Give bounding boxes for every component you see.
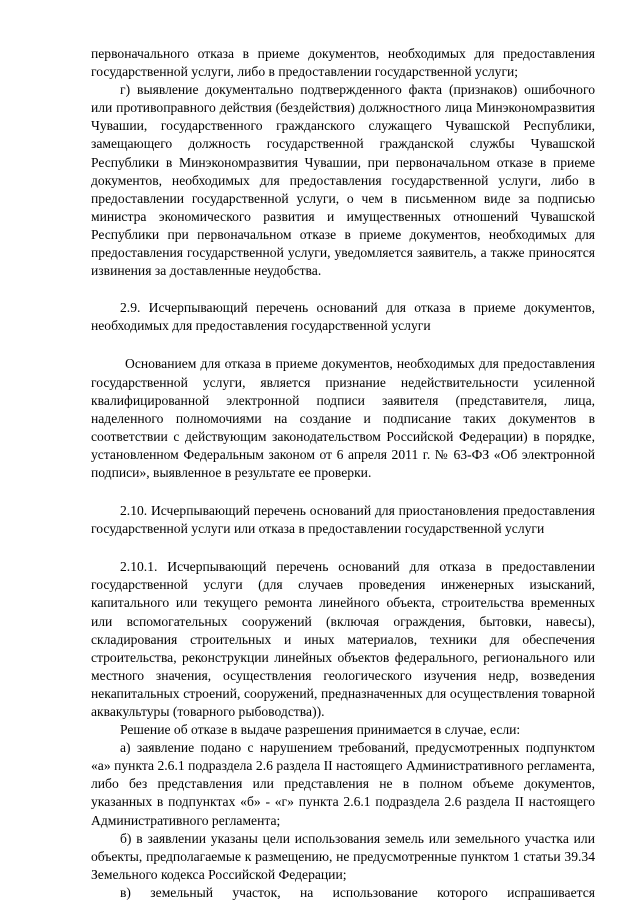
paragraph-refusal-continuation: первоначального отказа в приеме документов, необходимых для предоставления государственной услуги, либо в предоставлении государственной услуги;	[91, 46, 595, 80]
paragraph-item-g: г) выявление документально подтвержденного факта (признаков) ошибочного или противоправного действия (бездействия) должностного лица Минэкономразвития Чувашии, государственного гражданского служащего Чувашской Республики, замещающего должность государственной гражданской службы Чувашской Республики в Минэкономразвития Чувашии, при первоначальном отказе в приеме документов, необходимых для предоставления государственной услуги, либо в предоставлении государственной услуги, о чем в письменном виде за подписью министра экономического развития и имущественных отношений Чувашской Республики при первоначальном отказе в приеме документов, необходимых для предоставления государственной услуги, уведомляется заявитель, а также приносятся извинения за доставленные неудобства.	[91, 82, 595, 279]
section-heading-2-10: 2.10. Исчерпывающий перечень оснований для приостановления предоставления государственной услуги или отказа в предоставлении государственной услуги	[91, 503, 595, 537]
document-body	[91, 45, 595, 902]
paragraph-decision: Решение об отказе в выдаче разрешения принимается в случае, если:	[120, 722, 521, 738]
section-heading-2-9: 2.9. Исчерпывающий перечень оснований для отказа в приеме документов, необходимых для предоставления государственной услуги	[91, 300, 595, 334]
paragraph-item-v: в) земельный участок, на использование которого испрашивается	[120, 884, 595, 900]
paragraph-item-a: а) заявление подано с нарушением требований, предусмотренных подпунктом «а» пункта 2.6.1 подраздела 2.6 раздела II настоящего Административного регламента, либо без представления или представления не в полном объеме документов, указанных в подпунктах «б» - «г» пункта 2.6.1 подраздела 2.6 раздела II настоящего Административного регламента;	[91, 740, 595, 828]
paragraph-2-10-1: 2.10.1. Исчерпывающий перечень оснований для отказа в предоставлении государственной услуги (для случаев проведения инженерных изысканий, капитального или текущего ремонта линейного объекта, строительства временных или вспомогательных сооружений (включая ограждения, бытовки, навесы), складирования строительных и иных материалов, техники для обеспечения строительства, реконструкции линейных объектов федерального, регионального или местного значения, осуществления геологического изучения недр, возведения некапитальных строений, сооружений, предназначенных для осуществления товарной аквакультуры (товарного рыбоводства)).	[91, 559, 595, 719]
paragraph-item-b: б) в заявлении указаны цели использования земель или земельного участка или объекты, предполагаемые к размещению, не предусмотренные пунктом 1 статьи 39.34 Земельного кодекса Российской Федерации;	[91, 830, 595, 882]
paragraph-refusal-grounds: Основанием для отказа в приеме документов, необходимых для предоставления государственной услуги, является признание недействительности усиленной квалифицированной электронной подписи заявителя (представителя, лица, наделенного полномочиями на создание и подписание таких документов в соответствии с действующим законодательством Российской Федерации) в порядке, установленном Федеральным законом от 6 апреля 2011 г. № 63-ФЗ «Об электронной подписи», выявленное в результате ее проверки.	[91, 356, 595, 480]
